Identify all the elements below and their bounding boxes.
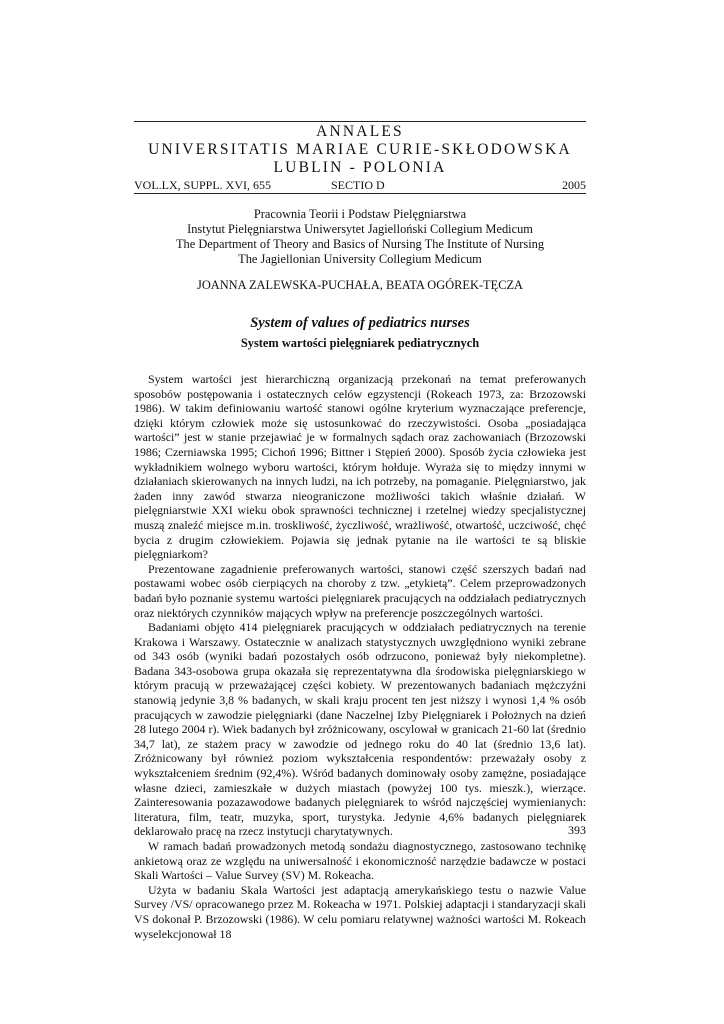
- paragraph-2: Prezentowane zagadnienie preferowanych wartości, stanowi część szerszych badań nad postawami wobec osób cierpiących na choroby z tzw. „etykietą”. Celem przeprowadzonych badań było poznanie systemu wartości pielęgniarek pracujących na oddziałach pediatrycznych oraz niektórych czynników mających wpływ na preferencje poszczególnych wartości.: [134, 561, 586, 620]
- page-number: 393: [568, 823, 586, 837]
- affiliation-line-3: The Department of Theory and Basics of Nursing The Institute of Nursing: [175, 237, 545, 251]
- header-bottom-rule: [134, 193, 586, 194]
- journal-name-university: UNIVERSITATIS MARIAE CURIE-SKŁODOWSKA: [148, 141, 572, 158]
- article-body: [134, 372, 586, 941]
- year-info: 2005: [562, 178, 586, 192]
- top-rule: [134, 121, 586, 122]
- paragraph-5: Użyta w badaniu Skala Wartości jest adaptacją amerykańskiego testu o nazwie Value Survey /VS/ opracowanego przez M. Rokeacha w 1971. Polskiej adaptacji i standaryzacji skali VS dokonał P. Brzozowski (1986). W celu pomiaru relatywnej ważności wartości M. Rokeach wyselekcjonował 18: [134, 882, 586, 941]
- title-polish: System wartości pielęgniarek pediatrycznych: [240, 336, 480, 350]
- paragraph-1: System wartości jest hierarchiczną organizacją przekonań na temat preferowanych sposobów postępowania i ostatecznych celów egzystencji (Rokeach 1973, za: Brzozowski 1986). W takim definiowaniu wartość stanowi ogólne kryterium wyznaczające preferencje, dzięki którym człowiek może się ustosunkować do rzeczywistości. Osoba „posiadająca wartości” jest w stanie przejawiać je w formalnych sądach oraz zachowaniach (Brzozowski 1986; Czerniawska 1995; Cichoń 1996; Bittner i Stępień 2000). Sposób życia człowieka jest wykładnikiem wolnego wyboru wartości, którym hołduje. Wyraża się to między innymi w działaniach skierowanych na innych ludzi, na ich potrzeby, na pomaganie. Pielęgniarstwo, jak żaden inny zawód stwarza nieograniczone możliwości takich właśnie działań. W pielęgniarstwie XXI wieku obok sprawności technicznej i rzetelnej wiedzy specjalistycznej muszą znaleźć miejsce m.in. troskliwość, życzliwość, wrażliwość, otwartość, uczciwość, chęć bycia z drugim człowiekiem. Pojawia się jednak pytanie na ile wartości te są bliskie pielęgniarkom?: [134, 372, 586, 562]
- paragraph-4: W ramach badań prowadzonych metodą sondażu diagnostycznego, zastosowano technikę ankietową oraz ze względu na uniwersalność i ekonomiczność narzędzie badawcze w postaci Skali Wartości – Value Survey (SV) M. Rokeacha.: [134, 839, 586, 883]
- journal-name-city: LUBLIN - POLONIA: [273, 159, 447, 176]
- paragraph-3: Badaniami objęto 414 pielęgniarek pracujących w oddziałach pediatrycznych na terenie Krakowa i Warszawy. Ostatecznie w analizach statystycznych uwzględniono wyniki zebrane od 343 osób (wyniki badań pozostałych osób odrzucono, ponieważ były niekompletne). Badana 343-osobowa grupa okazała się reprezentatywna dla środowiska pielęgniarskiego w którym pracują w przeważającej części kobiety. W prezentowanych badaniach mężczyźni stanowią jedynie 3,8 % badanych, w skali kraju procent ten jest niższy i wynosi 1,4 % osób pracujących w zawodzie pielęgniarki (dane Naczelnej Izby Pielęgniarek i Położnych na dzień 28 lutego 2004 r). Wiek badanych był zróżnicowany, oscylował w granicach 21-60 lat (średnio 34,7 lat), ze stażem pracy w zawodzie od jednego roku do 40 lat (średnio 13,6 lat). Zróżnicowany był również poziom wykształcenia respondentów: przeważały osoby z wykształceniem średnim (92,4%). Wśród badanych dominowały osoby zamężne, posiadające własne dzieci, zamieszkałe w dużych miastach (powyżej 100 tys. mieszk.), wierzące. Zainteresowania pozazawodowe badanych pielęgniarek to wśród najczęściej wymienianych: literatura, film, teatr, muzyka, sport, turystyka. Jedynie 4,6% badanych pielęgniarek deklarowało pracę na rzecz instytucji charytatywnych.: [134, 620, 586, 839]
- affiliation-line-4: The Jagiellonian University Collegium Medicum: [238, 252, 482, 266]
- volume-info: VOL.LX, SUPPL. XVI, 655: [134, 178, 272, 192]
- authors: JOANNA ZALEWSKA-PUCHAŁA, BEATA OGÓREK-TĘCZA: [197, 278, 523, 292]
- sectio-info: SECTIO D: [331, 178, 385, 192]
- journal-name-annales: ANNALES: [316, 123, 404, 140]
- affiliation-line-2: Instytut Pielęgniarstwa Uniwersytet Jagielloński Collegium Medicum: [187, 222, 533, 236]
- title-english: System of values of pediatrics nurses: [250, 315, 470, 331]
- affiliation-line-1: Pracownia Teorii i Podstaw Pielęgniarstwa: [253, 207, 467, 221]
